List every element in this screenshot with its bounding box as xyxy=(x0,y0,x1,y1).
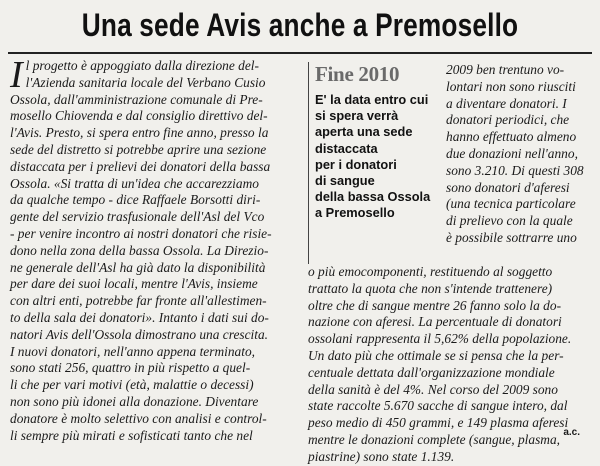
text-line: trattato la quota che non s'intende trattenere) xyxy=(308,280,553,296)
text-line: oltre che di sangue mentre 26 fanno solo la do- xyxy=(308,297,562,313)
text-line: della bassa Ossola xyxy=(315,189,431,205)
text-line: ossolani rappresenta il 5,62% della popolazione. xyxy=(308,331,572,347)
text-line: si spera verrà xyxy=(315,108,399,124)
box-text xyxy=(315,92,443,222)
text-line: E' la data entro cui xyxy=(315,92,429,107)
bottom-right-text xyxy=(308,264,594,466)
text-line: Ossola, dall'amministrazione comunale di Pre- xyxy=(10,91,263,107)
box-title: Fine 2010 xyxy=(315,62,400,86)
text-line: o più emocomponenti, restituendo al soggetto xyxy=(308,264,553,279)
text-line: per i donatori xyxy=(315,156,397,172)
text-line: distaccata per i prelievi dei donatori della bassa xyxy=(10,158,271,174)
text-line: sono stati 256, quattro in più rispetto a quel- xyxy=(10,360,251,376)
author-signature: a.c. xyxy=(563,427,580,438)
text-line: non sono più idonei alla donazione. Diventare xyxy=(10,393,259,409)
text-line: peso medio di 450 grammi, e 149 plasma aferesi xyxy=(308,415,569,431)
text-line: l progetto è appoggiato dalla direzione del- xyxy=(25,58,259,73)
text-line: è possibile sottrarre uno xyxy=(446,229,577,245)
text-line: natori Avis dell'Ossola dimostrano una crescita. xyxy=(10,326,269,342)
text-line: donatore è molto selettivo con analisi e control- xyxy=(10,410,267,426)
text-line: aperta una sede xyxy=(315,124,413,140)
text-line: donatori periodici, che xyxy=(446,112,570,128)
text-line: (una tecnica particolare xyxy=(446,196,576,212)
text-line: per dare dei suoi locali, mentre l'Avis, insieme xyxy=(10,276,258,292)
text-line: a Premosello xyxy=(315,205,395,221)
text-line: sede del distretto si potrebbe aprire una sezione xyxy=(10,141,267,157)
text-line: a diventare donatori. I xyxy=(446,95,567,111)
text-line: to della sala dei donatori». Intanto i dati sui do- xyxy=(10,309,269,325)
text-line: nazione con aferesi. La percentuale di donatori xyxy=(308,314,562,330)
headline-rule xyxy=(8,52,592,54)
text-line: Ossola. «Si tratta di un'idea che accarezziamo xyxy=(10,175,259,191)
text-line: due donazioni nell'anno, xyxy=(446,145,578,161)
text-line: - per venire incontro ai nostri donatori che risie- xyxy=(10,225,272,241)
left-column xyxy=(10,54,300,444)
text-line: piastrine) sono state 1.139. xyxy=(308,448,455,464)
text-line: li che per vari motivi (età, malattie o decessi) xyxy=(10,377,254,393)
text-line: mentre le donazioni complete (sangue, plasma, xyxy=(308,431,561,447)
text-line: dono nella zona della bassa Ossola. La Direzio- xyxy=(10,242,269,258)
drop-cap: I xyxy=(10,54,23,96)
text-line: li sempre più mirati e sofisticati tanto che nel xyxy=(10,427,253,443)
right-column xyxy=(446,62,594,247)
text-line: con altri enti, potrebbe far fronte all'allestimen- xyxy=(10,293,267,309)
text-line: gente del servizio trasfusionale dell'Asl del Vco xyxy=(10,209,265,225)
headline: Una sede Avis anche a Premosello xyxy=(81,7,519,43)
highlight-box xyxy=(308,62,443,264)
text-line: lontari non sono riusciti xyxy=(446,78,576,94)
text-line: hanno effettuato almeno xyxy=(446,129,577,145)
text-line: ne generale dell'Asl ha già dato la disponibilità xyxy=(10,259,266,275)
text-line: Un dato più che ottimale se si pensa che la per- xyxy=(308,347,564,363)
text-line: sono donatori d'aferesi xyxy=(446,179,570,195)
text-line: 2009 ben trentuno vo- xyxy=(446,62,565,77)
text-line: distaccata xyxy=(315,140,378,156)
text-line: della sanità è del 4%. Nel corso del 2009 sono xyxy=(308,381,558,397)
text-line: da qualche tempo - dice Raffaele Borsotti diri- xyxy=(10,192,261,208)
text-line: mosello Chiovenda e dal consiglio direttivo del- xyxy=(10,108,268,124)
text-line: centuale dettata dall'organizzazione mondiale xyxy=(308,364,555,380)
text-line: di sangue xyxy=(315,173,375,189)
text-line: l'Azienda sanitaria locale del Verbano Cusio xyxy=(25,74,266,90)
text-line: sono 3.210. Di questi 308 xyxy=(446,162,584,178)
text-line: state raccolte 5.670 sacche di sangue intero, dal xyxy=(308,398,568,414)
text-line: di prelievo con la quale xyxy=(446,213,573,229)
text-line: l'Avis. Presto, si spera entro fine anno, presso la xyxy=(10,125,269,141)
text-line: I nuovi donatori, nell'anno appena terminato, xyxy=(10,343,255,359)
